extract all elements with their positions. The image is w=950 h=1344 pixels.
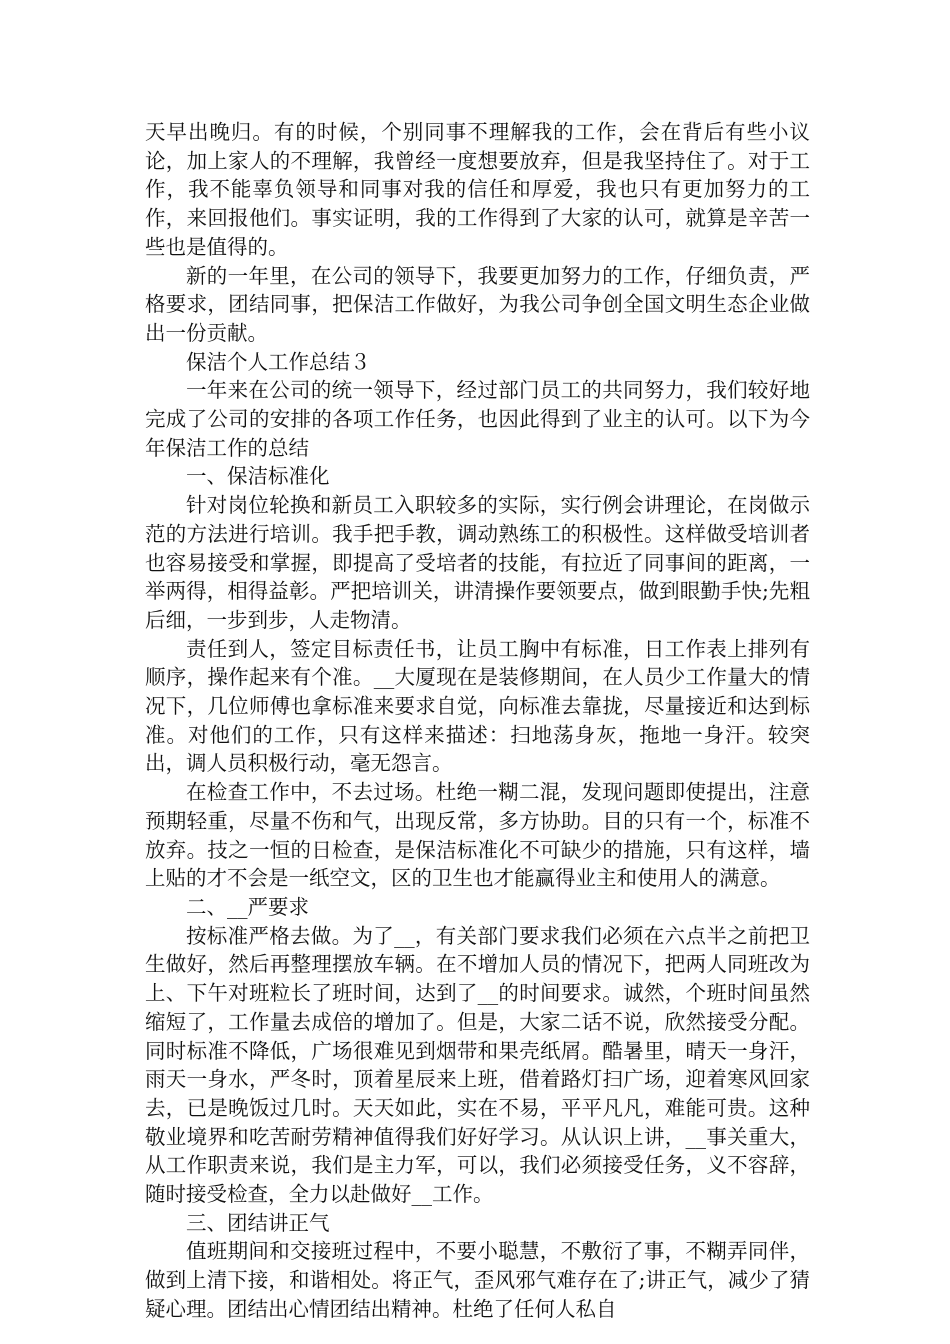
paragraph-6: 针对岗位轮换和新员工入职较多的实际，实行例会讲理论，在岗做示范的方法进行培训。我手把手教，调动熟练工的积极性。这样做受培训者也容易接受和掌握，即提高了受培者的技能，有拉近了同事间的距离，一举两得，相得益彰。严把培训关，讲清操作要领要点，做到眼勤手快;先粗后细，一步到步，人走物清。 <box>145 493 810 632</box>
heading-unity: 三、团结讲正气 <box>186 1210 330 1235</box>
paragraph-2: 新的一年里，在公司的领导下，我要更加努力的工作，仔细负责，严格要求，团结同事，把保洁工作做好，为我公司争创全国文明生态企业做出一份贡献。 <box>145 263 810 345</box>
document-page <box>145 118 810 1324</box>
paragraph-12: 值班期间和交接班过程中，不要小聪慧，不敷衍了事，不糊弄同伴，做到上清下接，和谐相处。将正气，歪风邪气难存在了;讲正气，减少了猜疑心理。团结出心情团结出精神。杜绝了任何人私自 <box>145 1239 810 1321</box>
heading-strict-requirements: 二、__严要求 <box>186 894 309 919</box>
section-title-3: 保洁个人工作总结３ <box>186 349 371 374</box>
paragraph-8: 在检查工作中，不去过场。杜绝一糊二混，发现问题即使提出，注意预期轻重，尽量不伤和气，出现反常，多方协助。目的只有一个，标准不放弃。技之一恒的日检查，是保洁标准化不可缺少的措施，只有这样，墙上贴的才不会是一纸空文，区的卫生也才能赢得业主和使用人的满意。 <box>145 780 810 891</box>
paragraph-7: 责任到人，签定目标责任书，让员工胸中有标准，日工作表上排列有顺序，操作起来有个准。__大厦现在是装修期间，在人员少工作量大的情况下，几位师傅也拿标准来要求自觉，向标准去靠拢，尽量接近和达到标准。对他们的工作，只有这样来描述：扫地荡身灰，拖地一身汗。较突出，调人员积极行动，毫无怨言。 <box>145 636 810 776</box>
heading-standardization: 一、保洁标准化 <box>186 464 330 489</box>
paragraph-4: 一年来在公司的统一领导下，经过部门员工的共同努力，我们较好地完成了公司的安排的各项工作任务，也因此得到了业主的认可。以下为今年保洁工作的总结 <box>145 378 810 460</box>
paragraph-10: 按标准严格去做。为了__，有关部门要求我们必须在六点半之前把卫生做好，然后再整理摆放车辆。在不增加人员的情况下，把两人同班改为上、下午对班粒长了班时间，达到了__的时间要求。诚然，个班时间虽然缩短了，工作量去成倍的增加了。但是，大家二话不说，欣然接受分配。同时标准不降低，广场很难见到烟带和果壳纸屑。酷暑里，晴天一身汗，雨天一身水，严冬时，顶着星辰来上班，借着路灯扫广场，迎着寒风回家去，已是晚饭过几时。天天如此，实在不易，平平凡凡，难能可贵。这种敬业境界和吃苦耐劳精神值得我们好好学习。从认识上讲，__事关重大，从工作职责来说，我们是主力军，可以，我们必须接受任务，义不容辞，随时接受检查，全力以赴做好__工作。 <box>145 923 810 1207</box>
paragraph-1: 天早出晚归。有的时候，个别同事不理解我的工作，会在背后有些小议论，加上家人的不理解，我曾经一度想要放弃，但是我坚持住了。对于工作，我不能辜负领导和同事对我的信任和厚爱，我也只有更加努力的工作，来回报他们。事实证明，我的工作得到了大家的认可，就算是辛苦一些也是值得的。 <box>145 120 810 259</box>
